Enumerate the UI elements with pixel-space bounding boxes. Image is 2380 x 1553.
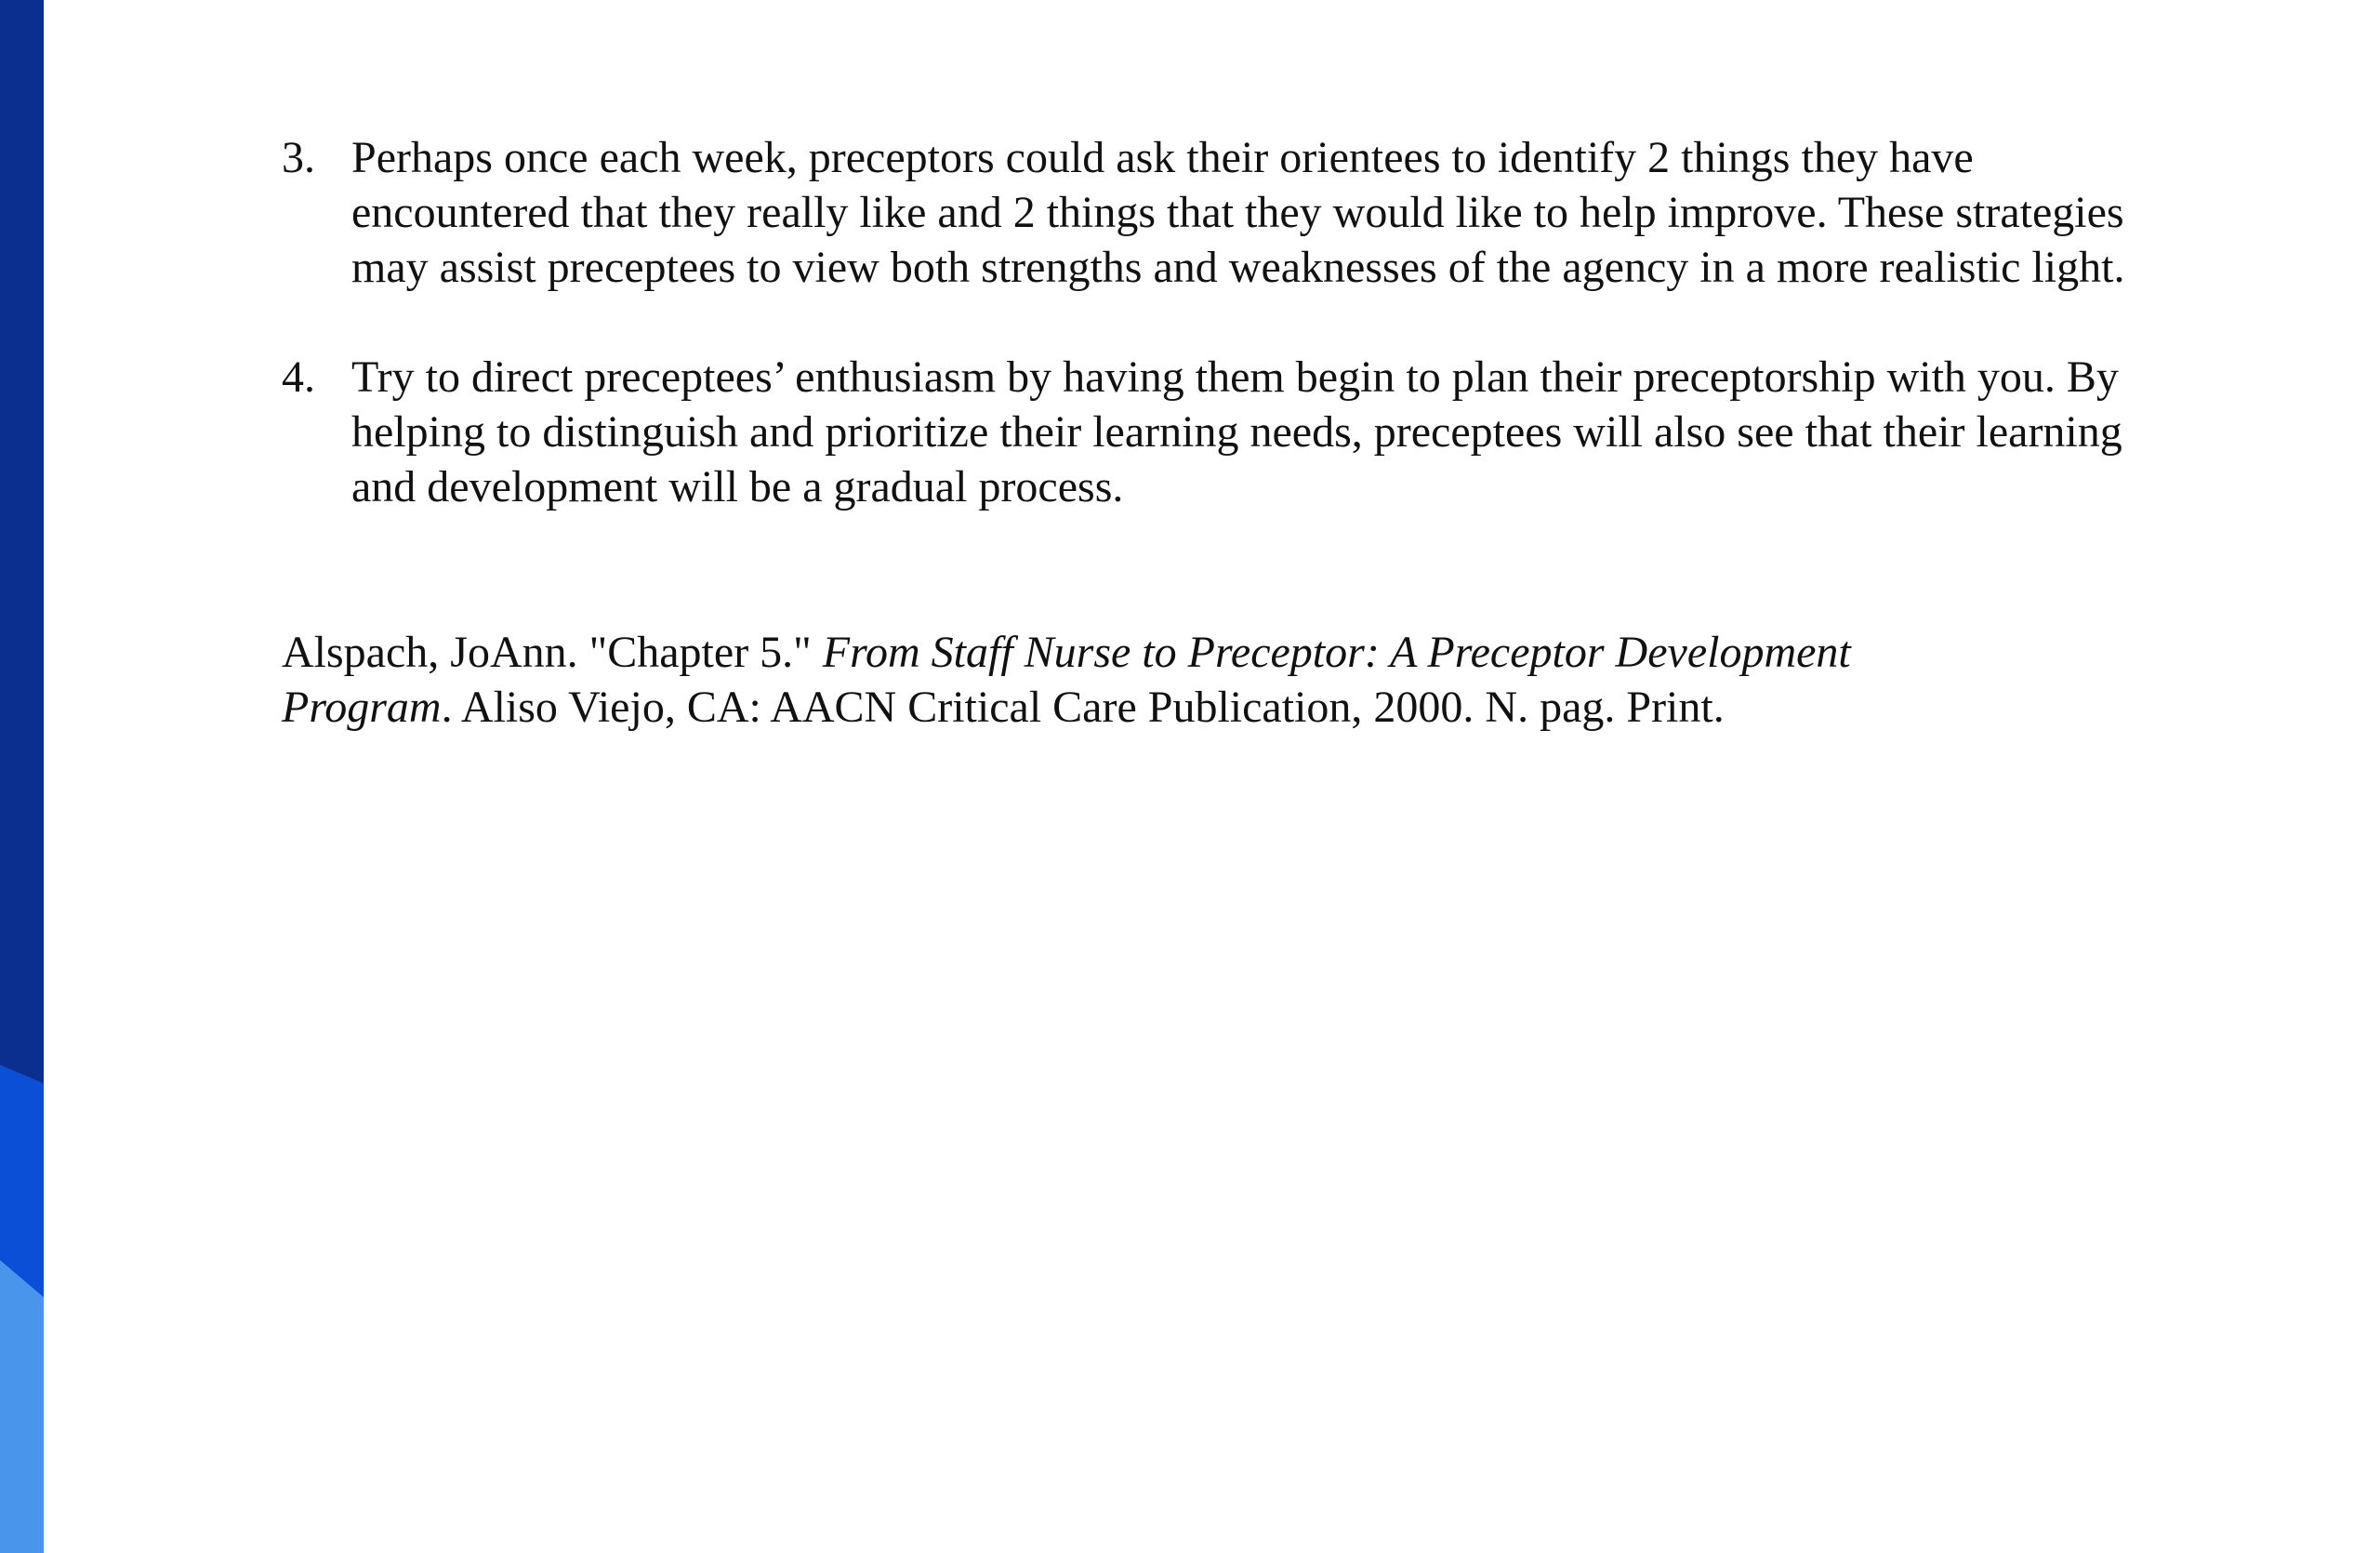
citation-prefix: Alspach, JoAnn. "Chapter 5." xyxy=(282,628,823,677)
list-item xyxy=(282,350,2160,514)
list-item-number: 4. xyxy=(282,352,315,402)
list-item xyxy=(282,130,2160,295)
document-body xyxy=(282,130,2160,779)
list-item-text: Try to direct preceptees’ enthusiasm by having them begin to plan their preceptorship with you. By helping to distinguish and prioritize their learning needs, preceptees will also see that their learning and development will be a gradual process. xyxy=(351,352,2122,511)
list-item-number: 3. xyxy=(282,133,315,182)
list-item-text: Perhaps once each week, preceptors could ask their orientees to identify 2 things they have encountered that they really like and 2 things that they would like to help improve. These strategies may assist preceptees to view both strengths and weaknesses of the agency in a more realistic light. xyxy=(351,133,2125,292)
citation xyxy=(282,625,2030,735)
decorative-side-band xyxy=(0,0,44,1553)
band-light xyxy=(0,1260,44,1553)
citation-suffix: . Aliso Viejo, CA: AACN Critical Care Publication, 2000. N. pag. Print. xyxy=(441,683,1725,732)
numbered-list xyxy=(282,130,2160,514)
citation-title: From Staff Nurse to Preceptor: A Preceptor Development Program xyxy=(282,628,1851,732)
